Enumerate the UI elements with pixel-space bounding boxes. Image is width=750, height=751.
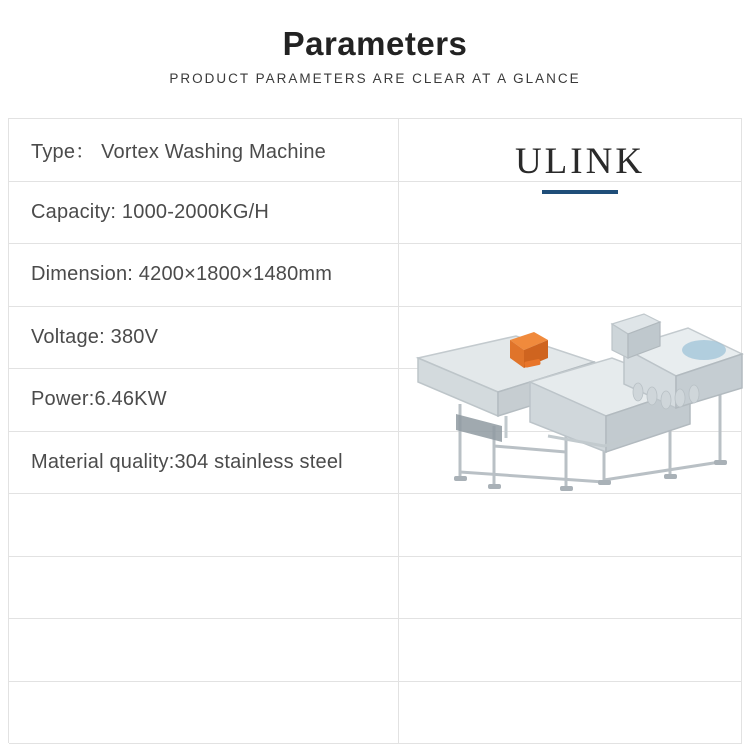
spec-value-cell	[399, 682, 742, 745]
spec-value-cell	[399, 619, 742, 682]
table-row	[9, 119, 742, 182]
table-row	[9, 182, 742, 245]
spec-label-cell	[9, 494, 399, 557]
spec-voltage: Voltage: 380V	[31, 325, 159, 348]
spec-type: Type： Vortex Washing Machine	[31, 141, 326, 164]
page-subtitle: PRODUCT PARAMETERS ARE CLEAR AT A GLANCE	[169, 71, 581, 87]
spec-label-cell	[9, 557, 399, 620]
spec-label-cell	[9, 244, 399, 307]
spec-material: Material quality:304 stainless steel	[31, 450, 343, 473]
page-header	[0, 0, 750, 86]
spec-label-cell	[9, 182, 399, 245]
spec-value-cell	[399, 119, 742, 182]
vortex-washing-machine-photo	[398, 296, 746, 516]
spec-label-cell	[9, 682, 399, 745]
spec-value-cell	[399, 557, 742, 620]
spec-capacity: Capacity: 1000-2000KG/H	[31, 200, 270, 223]
table-row	[9, 619, 742, 682]
spec-label-cell	[9, 619, 399, 682]
spec-label-cell	[9, 369, 399, 432]
page-title: Parameters	[282, 25, 468, 62]
table-row	[9, 557, 742, 620]
spec-label-cell	[9, 119, 399, 182]
table-row	[9, 682, 742, 745]
spec-value-cell	[399, 182, 742, 245]
spec-label-cell	[9, 432, 399, 495]
spec-dimension: Dimension: 4200×1800×1480mm	[31, 263, 333, 286]
spec-power: Power:6.46KW	[31, 388, 167, 411]
spec-label-cell	[9, 307, 399, 370]
brand-logo-text: ULINK	[514, 141, 646, 182]
